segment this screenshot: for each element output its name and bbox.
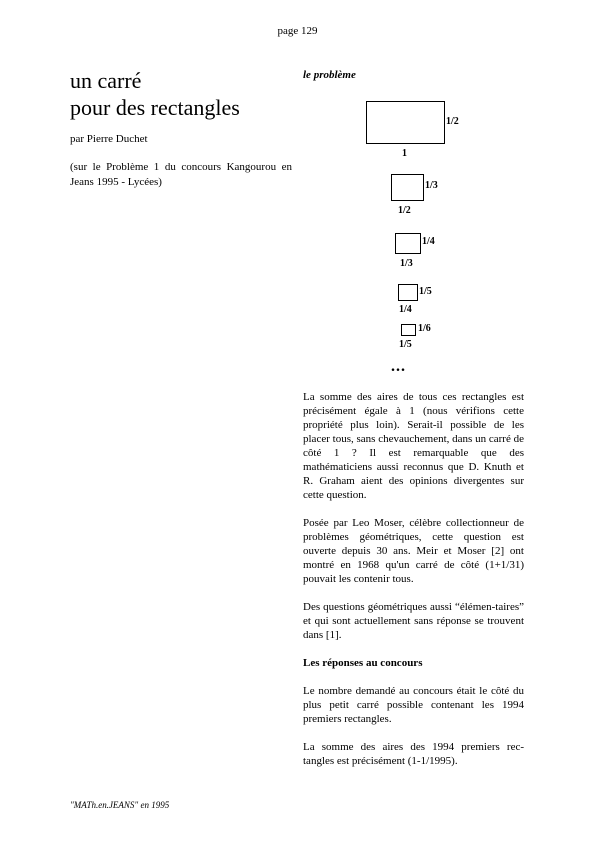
paragraph-2: Posée par Leo Moser, célèbre collectionneur de problèmes géométriques, cette question est ouverte depuis 30 ans. Meir et Moser [2] ont montré en 1968 qu'un carré de côté (1+1/31) pouvait les contenir tous. — [303, 517, 524, 585]
ellipsis: ... — [391, 358, 406, 375]
rectangle-5-width-label: 1/5 — [399, 339, 412, 350]
title-line-1: un carré — [70, 68, 142, 93]
rectangle-1-height-label: 1/2 — [446, 116, 459, 127]
rectangle-5-height-label: 1/6 — [418, 323, 431, 334]
paragraph-5: La somme des aires des 1994 premiers rec-tangles est précisément (1-1/1995). — [303, 741, 524, 767]
author-byline: par Pierre Duchet — [70, 133, 148, 145]
rectangle-1-width-label: 1 — [402, 148, 407, 159]
paragraph-3: Des questions géométriques aussi “élémen-taires” et qui sont actuellement sans réponse se trouvent dans [1]. — [303, 601, 524, 641]
page-number: page 129 — [277, 25, 318, 37]
rectangle-4 — [398, 284, 418, 301]
rectangle-3 — [395, 233, 421, 254]
rectangle-2 — [391, 174, 424, 201]
section-heading-answers: Les réponses au concours — [303, 657, 423, 669]
rectangle-2-height-label: 1/3 — [425, 180, 438, 191]
section-heading-problem: le problème — [303, 69, 356, 81]
rectangle-5 — [401, 324, 416, 336]
rectangle-1 — [366, 101, 445, 144]
rectangle-2-width-label: 1/2 — [398, 205, 411, 216]
rectangle-3-height-label: 1/4 — [422, 236, 435, 247]
rectangle-4-width-label: 1/4 — [399, 304, 412, 315]
article-subtitle: (sur le Problème 1 du concours Kangourou en Jeans 1995 - Lycées) — [70, 161, 292, 188]
rectangle-4-height-label: 1/5 — [419, 286, 432, 297]
paragraph-1: La somme des aires de tous ces rectangles est précisément égale à 1 (nous vérifions cette propriété plus loin). Serait-il possible de les placer tous, sans chevauchement, dans un carré de côté 1 ? Il est remarquable que des mathématiciens aussi reconnus que D. Knuth et R. Graham aient des opinions divergentes sur cette question. — [303, 391, 524, 501]
paragraph-4: Le nombre demandé au concours était le côté du plus petit carré possible contenant les 1994 premiers rectangles. — [303, 685, 524, 725]
footer-text: "MATh.en.JEANS" en 1995 — [70, 800, 170, 810]
title-line-2: pour des rectangles — [70, 95, 240, 120]
rectangle-3-width-label: 1/3 — [400, 258, 413, 269]
article-title — [70, 67, 240, 121]
